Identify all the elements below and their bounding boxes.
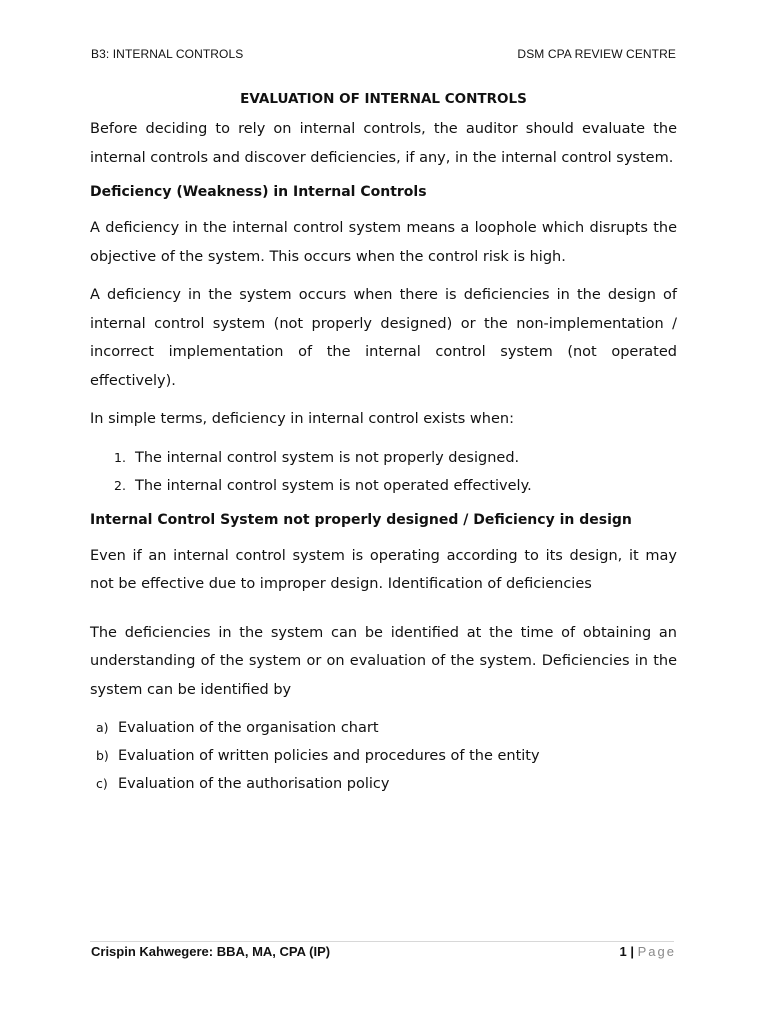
- document-body: [90, 91, 677, 808]
- list-item: [90, 472, 677, 500]
- list-item-text: The internal control system is not operated effectively.: [135, 477, 532, 494]
- section-heading-design: Internal Control System not properly designed / Deficiency in design: [90, 511, 632, 528]
- list-item: [90, 444, 677, 472]
- list-marker: c): [96, 776, 108, 791]
- header-right-title: DSM CPA REVIEW CENTRE: [517, 47, 676, 61]
- list-marker: 1.: [114, 449, 126, 465]
- list-marker: b): [96, 748, 109, 763]
- list-marker: 2.: [114, 477, 126, 493]
- footer-author: Crispin Kahwegere: BBA, MA, CPA (IP): [91, 944, 331, 959]
- page-separator: |: [630, 944, 634, 959]
- list-item-text: The internal control system is not properly designed.: [135, 449, 520, 466]
- deficiency-paragraph-1: A deficiency in the internal control system means a loophole which disrupts the objective of the system. This occurs when the control risk is high.: [90, 220, 677, 265]
- page-label: Page: [637, 944, 676, 959]
- list-item-text: Evaluation of written policies and procedures of the entity: [118, 748, 540, 764]
- footer-divider: [90, 941, 674, 942]
- design-paragraph-2: The deficiencies in the system can be identified at the time of obtaining an understanding of the system or on evaluation of the system. Deficiencies in the system can be identified by: [90, 624, 677, 698]
- list-marker: a): [96, 720, 109, 735]
- section-heading-deficiency: Deficiency (Weakness) in Internal Controls: [90, 184, 427, 200]
- lettered-list: [90, 714, 677, 798]
- list-item: [90, 714, 677, 742]
- design-paragraph-1: Even if an internal control system is operating according to its design, it may not be effective due to improper design. Identification of deficiencies: [90, 547, 677, 592]
- numbered-list: [90, 444, 677, 500]
- deficiency-paragraph-2: A deficiency in the system occurs when there is deficiencies in the design of internal control system (not properly designed) or the non-implementation / incorrect implementation of the internal control system (not operated effectively).: [90, 287, 677, 389]
- list-item: [90, 770, 677, 798]
- header-left-title: B3: INTERNAL CONTROLS: [91, 47, 244, 61]
- page-number: 1: [619, 944, 627, 959]
- page-title: EVALUATION OF INTERNAL CONTROLS: [240, 91, 527, 107]
- list-item-text: Evaluation of the organisation chart: [118, 720, 379, 736]
- intro-paragraph: Before deciding to rely on internal controls, the auditor should evaluate the internal controls and discover deficiencies, if any, in the internal control system.: [90, 121, 677, 166]
- list-item: [90, 742, 677, 770]
- footer-page-indicator: [620, 944, 677, 959]
- list-item-text: Evaluation of the authorisation policy: [118, 776, 390, 792]
- deficiency-paragraph-3: In simple terms, deficiency in internal control exists when:: [90, 411, 514, 427]
